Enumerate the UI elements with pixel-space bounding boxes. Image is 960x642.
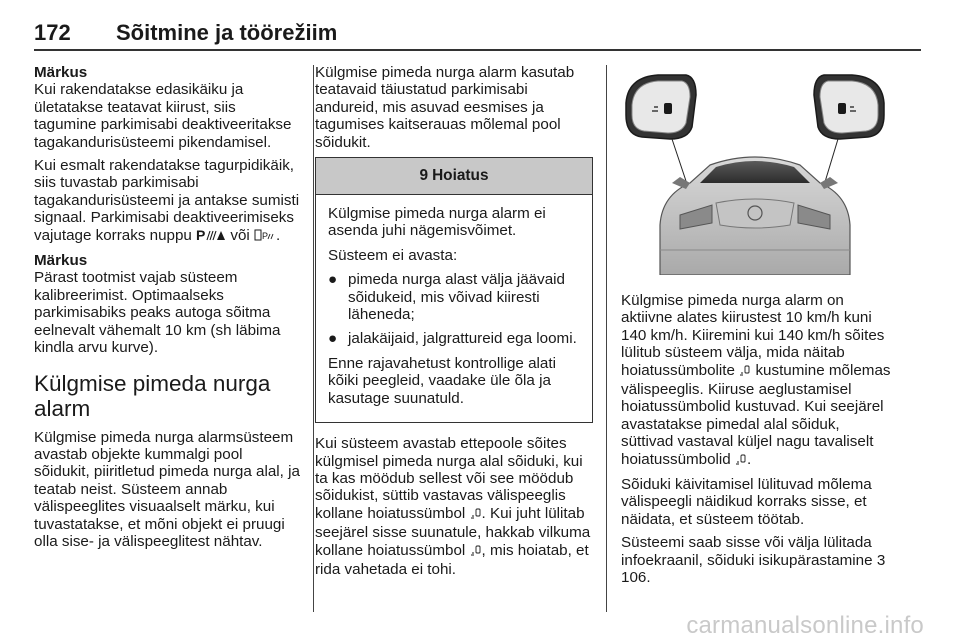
column-divider [606,65,607,612]
park-assist-small-icon [254,228,276,246]
paragraph-text: või [230,226,250,244]
paragraph-text: . Kui juht lülitab seejärel sisse suunatule, hakkab vilkuma kollane hoiatussümbol [315,504,591,559]
paragraph: Sõiduki käivitamisel lülituvad mõlema välispeegli näidikud korraks sisse, et näidata, et süsteem töötab. [621,476,872,528]
list-item [328,330,580,347]
paragraph-text: . [276,226,281,244]
bullet-icon: ● [328,271,338,289]
column-left [34,64,300,556]
section-heading: Külgmise pimeda nurga alarm [34,370,271,421]
paragraph-text: Süsteemi saab sisse või välja lülitada infoekraanil, sõiduki isikupärastamine [621,534,873,569]
section-text: Külgmise pimeda nurga alarmsüsteem avastab objekte kummalgi pool sõidukit, piiritletud pimeda nurga alal, ja teatab neist. Süsteem annab välispeeglites visuaalselt märku, kui tuvastatakse, et mõni objekt ei pruugi olla sise- ja välispeeglitest nähtav. [34,428,300,550]
warning-icon: 9 [419,167,429,185]
page-number: 172 [34,20,71,45]
blind-spot-warning-icon [470,544,482,561]
list-item-text: pimeda nurga alast välja jäävaid sõidukeid, mis võivad kiiresti läheneda; [348,271,565,324]
warning-paragraph: Süsteem ei avasta: [328,246,458,264]
paragraph [621,534,891,586]
watermark: carmanualsonline.info [686,612,924,639]
column-right [621,292,891,593]
paragraph-text: kustumine mõlemas välispeeglis. Kiiruse aeglustamisel hoiatussümbolid kustuvad. Kui seejärel avastatakse pimedal alal sõiduk, süttivad vastaval küljel nagu tavaliselt hoiatussümbolid [621,361,891,468]
car-mirror-illustration [620,65,890,275]
blind-spot-warning-icon [470,507,482,524]
paragraph [621,292,891,470]
blind-spot-warning-icon [735,453,747,470]
warning-header [316,158,592,195]
list-item-text: jalakäijaid, jalgrattureid ega loomi. [348,330,577,348]
paragraph-text: , mis hoiatab, et rida vahetada ei tohi. [315,541,589,578]
intro-paragraph: Külgmise pimeda nurga alarm kasutab teatavaid täiustatud parkimisabi andureid, mis asuvad eesmises ja tagumises kaitserauas mõlemal pool sõidukit. [315,64,575,151]
paragraph [34,157,300,246]
paragraph [315,435,593,578]
column-divider [313,65,314,612]
page-reference-link[interactable]: 106. [621,569,651,587]
warning-title: Hoiatus [432,167,489,185]
blind-spot-warning-icon [739,364,751,381]
park-assist-off-icon [196,228,226,246]
page-reference-icon[interactable]: 3 [876,551,886,569]
car-rear-view-graphic [620,65,890,275]
paragraph-text: Kui esmalt rakendatakse tagurpidikäik, siis tuvastab parkimisabi tagakandurisüsteemi ja antakse sumisti signaal. Parkimisabi deaktiveerimiseks vajutage korraks nuppu [34,157,300,244]
note-text: Pärast tootmist vajab süsteem kalibreerimist. Optimaalseks parkimisabiks peaks autoga sõitma eelnevalt vähemalt 10 km (sh läbima kindla arvu kurve). [34,269,281,357]
header-rule [34,49,921,51]
page-title: Sõitmine ja töörežiim [116,20,338,45]
bullet-icon: ● [328,330,338,348]
note-text: Kui rakendatakse edasikäiku ja ületatakse teatavat kiirust, siis tagumine parkimisabi deaktiveeritakse tagakandurisüsteemi pikendamisel. [34,81,292,151]
warning-box [315,157,593,423]
note-label: Märkus [34,252,88,270]
column-middle [315,64,593,584]
warning-paragraph: Külgmise pimeda nurga alarm ei asenda juhi nägemisvõimet. [328,205,546,240]
svg-text:P: P [196,227,206,242]
left-mirror-graphic [626,75,696,139]
note-label: Märkus [34,64,88,81]
paragraph-text: . [747,450,752,468]
paragraph-text: Kui süsteem avastab ettepoole sõites külgmisel pimeda nurga alal sõiduki, kui ta kas möödub sellest või see möödub sõidukist, süttib vastavas välispeeglis kollane hoiatussümbol [315,435,583,522]
warning-paragraph: Enne rajavahetust kontrollige alati kõiki peegleid, vaadake üle õla ja kasutage suunatuld. [328,354,556,407]
page-header [34,14,924,52]
right-mirror-graphic [814,75,884,139]
svg-text:P: P [262,230,269,241]
warning-body [316,195,592,422]
list-item [328,271,580,323]
paragraph-text: Külgmise pimeda nurga alarm on aktiivne alates kiirustest 10 km/h kuni 140 km/h. Kiiremini kui 140 km/h sõites lülitub süsteem välja, mida näitab hoiatussümbolite [621,292,885,379]
